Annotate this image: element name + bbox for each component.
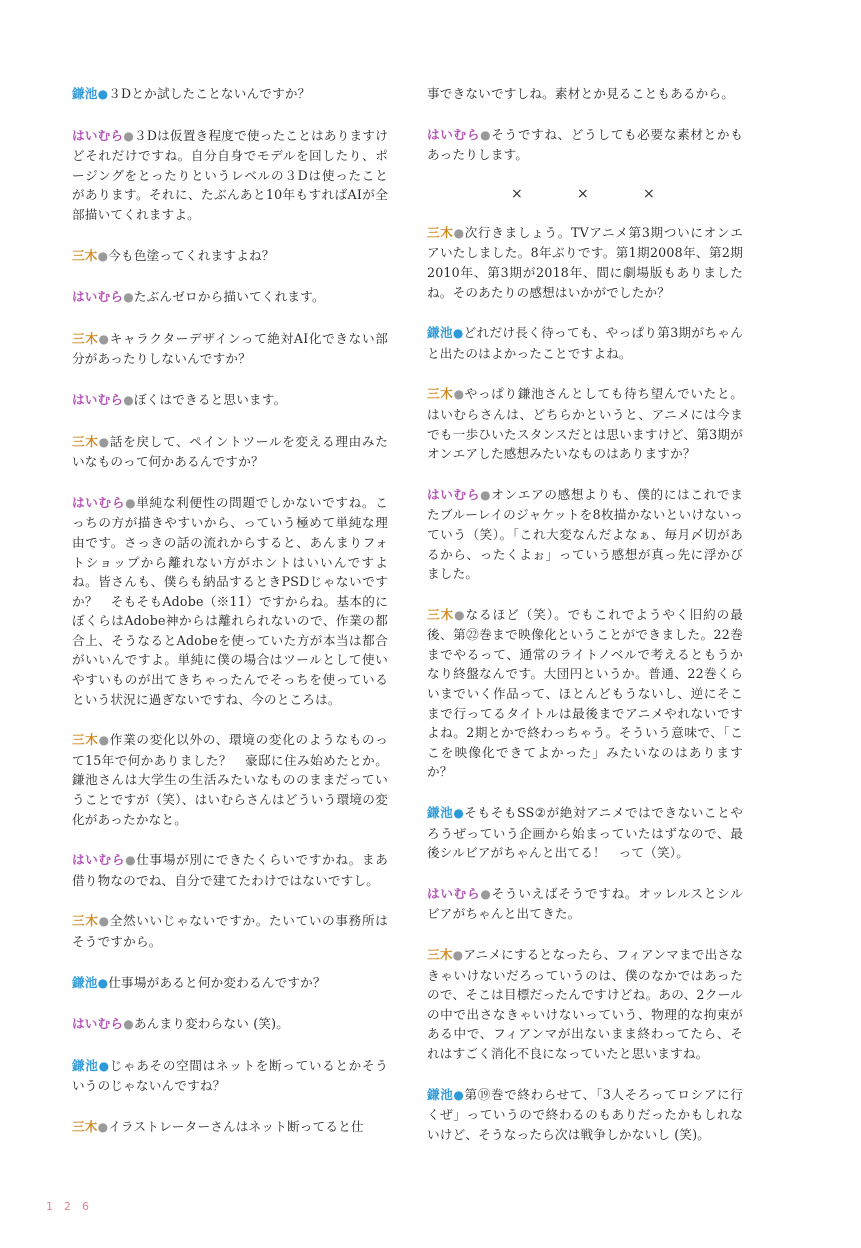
speaker-bullet-icon: ● bbox=[125, 495, 137, 510]
speaker-bullet-icon: ● bbox=[453, 225, 465, 240]
dialogue-text: たぶんゼロから描いてくれます。 bbox=[133, 289, 325, 305]
speaker-bullet-icon: ● bbox=[454, 607, 466, 622]
speaker-name: 三木 bbox=[427, 386, 454, 402]
dialogue-paragraph bbox=[72, 730, 388, 829]
dialogue-paragraph bbox=[72, 329, 388, 369]
dialogue-paragraph bbox=[72, 1117, 388, 1138]
speaker-name: 鎌池 bbox=[72, 1057, 99, 1073]
speaker-name: はいむら bbox=[72, 127, 124, 143]
speaker-bullet-icon: ● bbox=[98, 331, 110, 346]
dialogue-text: 全然いいじゃないですか。たいていの事務所はそうですから。 bbox=[72, 913, 389, 949]
speaker-name: 三木 bbox=[72, 433, 99, 449]
dialogue-text: ぼくはできると思います。 bbox=[133, 391, 287, 407]
speaker-bullet-icon: ● bbox=[97, 975, 109, 990]
right-column bbox=[427, 84, 743, 1165]
speaker-name: はいむら bbox=[72, 852, 126, 868]
dialogue-paragraph bbox=[72, 84, 388, 105]
dialogue-paragraph bbox=[72, 1056, 388, 1096]
dialogue-paragraph bbox=[427, 884, 743, 924]
separator-mark: × bbox=[577, 185, 589, 202]
speaker-bullet-icon: ● bbox=[480, 886, 492, 901]
dialogue-text: ３Dとか試したことないんですか？ bbox=[108, 86, 311, 101]
right-column-top bbox=[427, 84, 743, 165]
dialogue-text: じゃあその空間はネットを断っているとかそういうのじゃないんですね？ bbox=[72, 1057, 389, 1094]
speaker-bullet-icon: ● bbox=[123, 128, 135, 143]
speaker-bullet-icon: ● bbox=[452, 948, 464, 962]
dialogue-paragraph bbox=[72, 390, 388, 411]
speaker-name: 鎌池 bbox=[427, 1086, 454, 1102]
dialogue-text: ３Dは仮置き程度で使ったことはありますけどそれだけですね。自分自身でモデルを回したり、ポージングをとったりというレベルの３Dは使ったことがあります。それに、たぶんあと10年もすればAIが全部描いてくれますよ。 bbox=[72, 127, 388, 222]
speaker-bullet-icon: ● bbox=[98, 733, 110, 748]
speaker-bullet-icon: ● bbox=[452, 326, 464, 341]
speaker-bullet-icon: ● bbox=[123, 392, 134, 407]
separator-mark: × bbox=[643, 185, 655, 202]
speaker-bullet-icon: ● bbox=[453, 806, 465, 821]
dialogue-paragraph bbox=[427, 84, 743, 104]
dialogue-text: そうですね、どうしても必要な素材とかもあったりします。 bbox=[427, 126, 743, 163]
page-number: 126 bbox=[46, 1200, 100, 1213]
speaker-name: はいむら bbox=[72, 391, 124, 407]
dialogue-text: そもそもSS②が絶対アニメではできないことやろうぜっていう企画から始まっていたはずなので、最後シルビアがちゃんと出てる！ って（笑）。 bbox=[427, 805, 744, 861]
dialogue-text: 単純な利便性の問題でしかないですね。こっちの方が描きやすいから、っていう極めて単純な理由です。さっきの話の流れからすると、あんまりフォトショップから離れない方がホントはいいんですよね。皆さんも、僕らも納品するときPSDじゃないですか？ そもそもAdobe（※11）ですからね。基本的にぼくらはAdobe神からは離れられないので、作業の都合上、そうなるとAdobeを使っていた方が本当は都合がいいんですよ。単純に僕の場合はツールとして使いやすいものが出てきちゃったんでそっちを使っているという状況に過ぎないですね、今のところは。 bbox=[72, 494, 388, 707]
dialogue-text: 作業の変化以外の、環境の変化のようなものって15年で何かありました？ 豪邸に住み始めたとか。鎌池さんは大学生の生活みたいなもののままだっていうことですが（笑）、はいむらさんはどういう環境の変化があったかなと。 bbox=[72, 732, 388, 827]
speaker-name: 鎌池 bbox=[427, 325, 453, 341]
speaker-bullet-icon: ● bbox=[98, 434, 110, 449]
dialogue-text: 次行きましょう。TVアニメ第3期ついにオンエアいたしました。8年ぶりです。第1期2008年、第2期2010年、第3期が2018年、間に劇場版もありましたね。そのあたりの感想はいかがでしたか？ bbox=[427, 224, 744, 300]
dialogue-text: キャラクターデザインって絶対AI化できない部分があったりしないんですか？ bbox=[72, 330, 389, 367]
section-separator bbox=[427, 186, 743, 202]
dialogue-paragraph bbox=[72, 432, 388, 472]
speaker-name: はいむら bbox=[427, 486, 481, 502]
dialogue-text: あんまり変わらない (笑)。 bbox=[133, 1016, 290, 1032]
dialogue-paragraph bbox=[72, 1014, 388, 1035]
speaker-name: 三木 bbox=[427, 606, 455, 622]
speaker-name: はいむら bbox=[72, 1016, 124, 1032]
speaker-name: 三木 bbox=[72, 330, 99, 346]
speaker-name: 三木 bbox=[72, 913, 99, 929]
dialogue-paragraph bbox=[427, 485, 743, 584]
speaker-bullet-icon: ● bbox=[453, 387, 465, 402]
speaker-name: 三木 bbox=[427, 947, 453, 962]
dialogue-text: 第⑲巻で終わらせて、「3人そろってロシアに行くぜ」っていうので終わるのもありだったかもしれないけど、そうなったら次は戦争しかないし (笑)。 bbox=[427, 1086, 744, 1142]
dialogue-text: 話を戻して、ペイントツールを変える理由みたいなものって何かあるんですか？ bbox=[72, 433, 389, 470]
dialogue-paragraph bbox=[427, 945, 743, 1064]
speaker-name: 鎌池 bbox=[72, 86, 98, 101]
dialogue-text: オンエアの感想よりも、僕的にはこれでまたブルーレイのジャケットを8枚描かないといけないっていう（笑）。「これ大変なんだよなぁ、毎月〆切があるから、ったくよぉ」っていう感想が真っ先に浮かびました。 bbox=[427, 486, 743, 582]
dialogue-text: 事できないですしね。素材とか見ることもあるから。 bbox=[427, 86, 735, 101]
dialogue-text: 仕事場が別にできたくらいですかね。まあ借り物なのでね、自分で建てたわけではないですし。 bbox=[72, 852, 388, 888]
speaker-bullet-icon: ● bbox=[97, 1119, 109, 1134]
dialogue-paragraph bbox=[427, 605, 743, 782]
dialogue-text: イラストレーターさんはネット断ってると仕 bbox=[108, 1118, 364, 1134]
dialogue-paragraph bbox=[72, 911, 388, 951]
speaker-name: 鎌池 bbox=[427, 805, 454, 821]
speaker-name: はいむら bbox=[427, 126, 481, 142]
speaker-bullet-icon: ● bbox=[123, 290, 134, 305]
dialogue-paragraph bbox=[72, 973, 388, 994]
speaker-bullet-icon: ● bbox=[453, 1087, 465, 1102]
speaker-name: 三木 bbox=[72, 732, 99, 748]
dialogue-text: そういえばそうですね。オッレルスとシルビアがちゃんと出てきた。 bbox=[427, 885, 743, 922]
dialogue-paragraph bbox=[72, 246, 388, 267]
dialogue-paragraph bbox=[427, 1085, 743, 1145]
speaker-bullet-icon: ● bbox=[98, 1058, 110, 1073]
speaker-bullet-icon: ● bbox=[480, 127, 492, 142]
dialogue-text: なるほど（笑）。でもこれでようやく旧約の最後、第㉒巻まで映像化ということができました。22巻までやるって、通常のライトノベルで考えるともうかなり終盤なんです。大団円というか。普通、22巻くらいまでいく作品って、ほとんどもうないし、逆にそこまで行ってるタイトルは最後までアニメやれないですよね。2期とかで終わっちゃう。そういう意味で、「ここを映像化できてよかった」みたいなのはありますか？ bbox=[427, 606, 744, 780]
dialogue-paragraph bbox=[72, 493, 388, 710]
speaker-bullet-icon: ● bbox=[123, 1017, 134, 1032]
dialogue-paragraph bbox=[72, 850, 388, 890]
dialogue-paragraph bbox=[427, 223, 743, 302]
separator-mark: × bbox=[511, 185, 523, 202]
speaker-name: 三木 bbox=[427, 224, 454, 240]
speaker-name: はいむら bbox=[72, 494, 126, 510]
dialogue-text: どれだけ長く待っても、やっぱり第3期がちゃんと出たのはよかったことですよね。 bbox=[427, 325, 743, 361]
dialogue-paragraph bbox=[427, 803, 743, 863]
left-column bbox=[72, 84, 388, 1159]
dialogue-paragraph bbox=[72, 126, 388, 225]
speaker-name: はいむら bbox=[72, 289, 124, 305]
dialogue-text: やっぱり鎌池さんとしても待ち望んでいたと。はいむらさんは、どちらかというと、アニメには今までも一歩ひいたスタンスだとは思いますけど、第3期がオンエアした感想みたいなものはありますか？ bbox=[427, 386, 744, 462]
dialogue-paragraph bbox=[72, 287, 388, 308]
speaker-name: 三木 bbox=[72, 247, 98, 263]
dialogue-text: アニメにするとなったら、フィアンマまで出さなきゃいけないだろっていうのは、僕のなかではあったので、そこは目標だったんですけどね。あの、2クールの中で出さなきゃいけないっていう、物理的な拘束がある中で、フィアンマが出ないまま終わってたら、それはすごく消化不良になっていたと思いますね。 bbox=[427, 947, 744, 1061]
speaker-bullet-icon: ● bbox=[98, 914, 110, 929]
dialogue-text: 今も色塗ってくれますよね？ bbox=[108, 247, 275, 263]
speaker-bullet-icon: ● bbox=[97, 248, 109, 263]
speaker-bullet-icon: ● bbox=[97, 87, 109, 101]
dialogue-text: 仕事場があると何か変わるんですか？ bbox=[108, 974, 326, 990]
speaker-name: 鎌池 bbox=[72, 974, 98, 990]
dialogue-paragraph bbox=[427, 125, 743, 165]
speaker-name: 三木 bbox=[72, 1118, 98, 1134]
speaker-name: はいむら bbox=[427, 885, 481, 901]
dialogue-paragraph bbox=[427, 384, 743, 463]
speaker-bullet-icon: ● bbox=[480, 487, 492, 502]
speaker-bullet-icon: ● bbox=[125, 853, 137, 868]
right-column-bottom bbox=[427, 223, 743, 1145]
dialogue-paragraph bbox=[427, 323, 743, 363]
